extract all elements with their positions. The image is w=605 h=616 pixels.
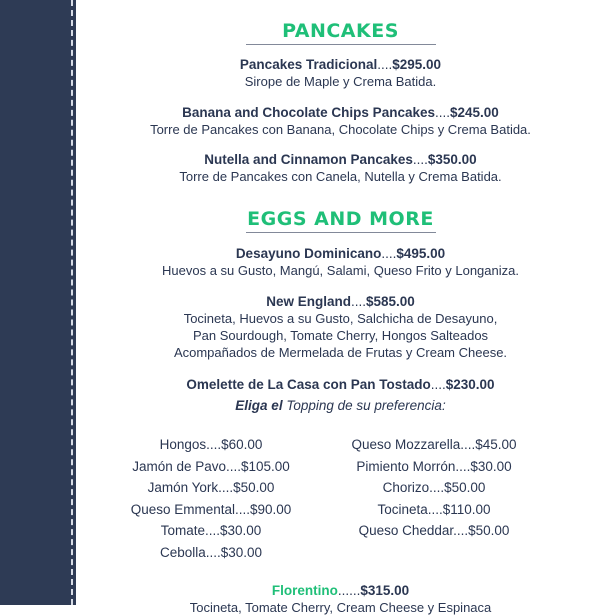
menu-item: [76, 151, 605, 185]
item-price: $245.00: [450, 105, 499, 120]
section-title-text: EGGS AND MORE: [247, 208, 434, 230]
item-price: $585.00: [365, 294, 415, 309]
menu-page: [76, 0, 605, 615]
item-dots: ....: [435, 105, 451, 120]
item-name: New England: [266, 294, 351, 309]
menu-item: [76, 56, 605, 90]
toppings-column-right: [324, 434, 544, 542]
topping-item: Cebolla....$30.00: [159, 544, 263, 560]
menu-item: [76, 104, 605, 138]
section-underline: [246, 44, 436, 45]
item-description: Huevos a su Gusto, Mangú, Salami, Queso Frito y Longaniza.: [162, 263, 519, 278]
section-title-pancakes: [76, 20, 605, 45]
item-dots: ....: [381, 246, 397, 261]
item-name: Nutella and Cinnamon Pancakes: [204, 152, 413, 167]
topping-item: Pimiento Morrón....$30.00: [356, 458, 512, 474]
item-name: Pancakes Tradicional: [239, 57, 378, 72]
item-price: $315.00: [360, 583, 410, 598]
item-name: Desayuno Dominicano: [235, 246, 382, 261]
item-price: $230.00: [445, 377, 495, 392]
topping-instruction: [76, 397, 605, 414]
topping-item: Tomate....$30.00: [160, 523, 262, 538]
item-description: Pan Sourdough, Tomate Cherry, Hongos Salteados: [192, 328, 489, 343]
item-description: Torre de Pancakes con Canela, Nutella y Crema Batida.: [179, 169, 502, 184]
item-description: Sirope de Maple y Crema Batida.: [244, 74, 437, 89]
topping-item: Hongos....$60.00: [159, 437, 263, 452]
item-dots: ....: [377, 57, 393, 72]
topping-item: Jamón York....$50.00: [147, 480, 275, 495]
item-description: Tocineta, Tomate Cherry, Cream Cheese y Espinaca: [189, 600, 492, 615]
topping-item: Queso Emmental....$90.00: [130, 501, 292, 517]
section-title-text: PANCAKES: [282, 20, 399, 42]
item-dots: ....: [412, 152, 428, 167]
topping-instruction-rest: Topping de su preferencia:: [282, 398, 446, 413]
toppings-column-left: [101, 434, 321, 563]
perforation-line: [71, 0, 73, 605]
item-name: Florentino: [271, 583, 338, 598]
item-name: Banana and Chocolate Chips Pancakes: [182, 105, 435, 120]
item-description: Acompañados de Mermelada de Frutas y Cream Cheese.: [173, 345, 508, 360]
item-dots: ....: [350, 294, 366, 309]
section-underline: [246, 232, 436, 233]
item-dots: ......: [337, 583, 361, 598]
menu-item: [76, 582, 605, 616]
item-name: Omelette de La Casa con Pan Tostado: [186, 377, 431, 392]
item-dots: ....: [430, 377, 446, 392]
topping-item: Queso Cheddar....$50.00: [358, 523, 510, 538]
item-description: Torre de Pancakes con Banana, Chocolate Chips y Crema Batida.: [150, 122, 531, 137]
topping-item: Queso Mozzarella....$45.00: [351, 437, 517, 452]
topping-item: Tocineta....$110.00: [377, 501, 491, 517]
sidebar-panel: [0, 0, 76, 605]
menu-item: [76, 245, 605, 279]
section-title-eggs: [76, 208, 605, 233]
topping-instruction-bold: Eliga el: [235, 398, 283, 413]
item-price: $295.00: [392, 57, 442, 72]
menu-item: [76, 293, 605, 361]
topping-item: Chorizo....$50.00: [382, 480, 486, 495]
item-description: Tocineta, Huevos a su Gusto, Salchicha de Desayuno,: [183, 311, 498, 326]
item-price: $495.00: [396, 246, 446, 261]
topping-item: Jamón de Pavo....$105.00: [132, 458, 290, 474]
menu-item: [76, 376, 605, 414]
item-price: $350.00: [427, 152, 477, 167]
